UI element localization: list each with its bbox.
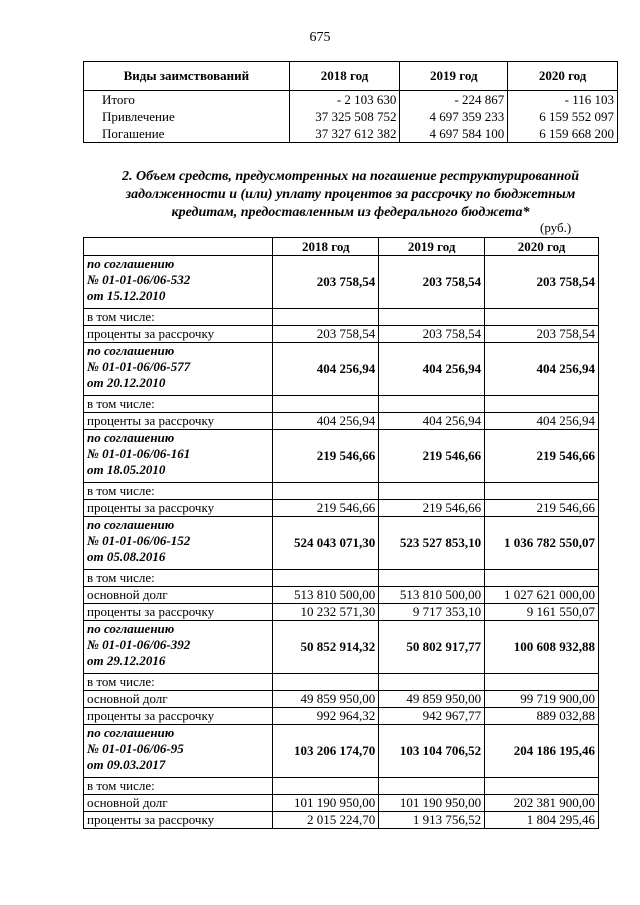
empty-cell bbox=[273, 674, 379, 691]
item-row bbox=[84, 604, 599, 621]
item-label: проценты за рассрочку bbox=[84, 604, 273, 621]
agreement-label-line: от 29.12.2016 bbox=[87, 653, 166, 668]
item-value-2018: 992 964,32 bbox=[273, 708, 379, 725]
empty-cell bbox=[273, 570, 379, 587]
item-value-2020: 219 546,66 bbox=[485, 500, 599, 517]
agreement-total-2018: 103 206 174,70 bbox=[273, 725, 379, 778]
item-value-2020: 9 161 550,07 bbox=[485, 604, 599, 621]
header-2020: 2020 год bbox=[508, 62, 618, 91]
agreement-row bbox=[84, 621, 599, 674]
item-value-2020: 1 027 621 000,00 bbox=[485, 587, 599, 604]
item-label: проценты за рассрочку bbox=[84, 812, 273, 829]
table-row bbox=[84, 125, 618, 143]
agreement-total-2020: 1 036 782 550,07 bbox=[485, 517, 599, 570]
agreement-label-line: от 05.08.2016 bbox=[87, 549, 166, 564]
value-2019: 4 697 359 233 bbox=[400, 108, 508, 125]
item-label: проценты за рассрочку bbox=[84, 708, 273, 725]
item-label: основной долг bbox=[84, 587, 273, 604]
agreement-label-line: № 01-01-06/06-152 bbox=[87, 533, 191, 548]
empty-cell bbox=[485, 483, 599, 500]
empty-cell bbox=[379, 570, 485, 587]
table-row bbox=[84, 91, 618, 109]
item-row bbox=[84, 326, 599, 343]
item-value-2020: 99 719 900,00 bbox=[485, 691, 599, 708]
row-label: Итого bbox=[84, 91, 290, 109]
including-row bbox=[84, 570, 599, 587]
agreement-total-2018: 50 852 914,32 bbox=[273, 621, 379, 674]
borrowings-header-row bbox=[84, 62, 618, 91]
agreement-label-line: № 01-01-06/06-161 bbox=[87, 446, 191, 461]
item-value-2020: 1 804 295,46 bbox=[485, 812, 599, 829]
agreement-total-2020: 219 546,66 bbox=[485, 430, 599, 483]
empty-cell bbox=[379, 309, 485, 326]
section-title-line: задолженности и (или) уплату процентов за рассрочку по бюджетным bbox=[125, 187, 576, 202]
agreement-row bbox=[84, 517, 599, 570]
agreement-label-line: по соглашению bbox=[87, 621, 175, 636]
agreement-row bbox=[84, 343, 599, 396]
item-row bbox=[84, 691, 599, 708]
item-value-2020: 202 381 900,00 bbox=[485, 795, 599, 812]
agreement-label-line: от 18.05.2010 bbox=[87, 462, 166, 477]
agreement-total-2018: 219 546,66 bbox=[273, 430, 379, 483]
item-value-2018: 101 190 950,00 bbox=[273, 795, 379, 812]
agreement-label bbox=[84, 256, 273, 309]
item-value-2018: 49 859 950,00 bbox=[273, 691, 379, 708]
header-2018: 2018 год bbox=[289, 62, 400, 91]
empty-cell bbox=[485, 396, 599, 413]
item-label: проценты за рассрочку bbox=[84, 500, 273, 517]
agreement-label-line: № 01-01-06/06-392 bbox=[87, 637, 191, 652]
including-row bbox=[84, 778, 599, 795]
repayment-table bbox=[83, 237, 599, 829]
empty-cell bbox=[273, 309, 379, 326]
agreement-total-2019: 50 802 917,77 bbox=[379, 621, 485, 674]
agreement-label bbox=[84, 725, 273, 778]
section-title-line: кредитам, предоставленным из федерального бюджета* bbox=[171, 205, 530, 220]
item-value-2019: 219 546,66 bbox=[379, 500, 485, 517]
agreement-row bbox=[84, 256, 599, 309]
agreement-total-2018: 404 256,94 bbox=[273, 343, 379, 396]
empty-cell bbox=[485, 309, 599, 326]
empty-cell bbox=[273, 396, 379, 413]
section-title bbox=[83, 168, 618, 222]
item-value-2019: 1 913 756,52 bbox=[379, 812, 485, 829]
item-label: основной долг bbox=[84, 691, 273, 708]
page-number: 675 bbox=[309, 30, 331, 45]
item-value-2018: 219 546,66 bbox=[273, 500, 379, 517]
including-row bbox=[84, 309, 599, 326]
agreement-total-2020: 404 256,94 bbox=[485, 343, 599, 396]
agreement-total-2019: 523 527 853,10 bbox=[379, 517, 485, 570]
agreement-label bbox=[84, 430, 273, 483]
item-value-2018: 513 810 500,00 bbox=[273, 587, 379, 604]
item-label: проценты за рассрочку bbox=[84, 413, 273, 430]
item-row bbox=[84, 708, 599, 725]
empty-cell bbox=[379, 396, 485, 413]
row-label: Привлечение bbox=[84, 108, 290, 125]
value-2019: - 224 867 bbox=[400, 91, 508, 109]
item-value-2019: 49 859 950,00 bbox=[379, 691, 485, 708]
item-value-2020: 889 032,88 bbox=[485, 708, 599, 725]
header-2018: 2018 год bbox=[273, 238, 379, 256]
agreement-label-line: по соглашению bbox=[87, 343, 175, 358]
item-value-2019: 942 967,77 bbox=[379, 708, 485, 725]
empty-cell bbox=[485, 570, 599, 587]
empty-cell bbox=[379, 778, 485, 795]
agreement-total-2019: 103 104 706,52 bbox=[379, 725, 485, 778]
including-label: в том числе: bbox=[84, 778, 273, 795]
item-row bbox=[84, 413, 599, 430]
item-row bbox=[84, 500, 599, 517]
including-row bbox=[84, 483, 599, 500]
value-2019: 4 697 584 100 bbox=[400, 125, 508, 143]
value-2020: - 116 103 bbox=[508, 91, 618, 109]
including-label: в том числе: bbox=[84, 396, 273, 413]
agreement-label-line: по соглашению bbox=[87, 430, 175, 445]
item-row bbox=[84, 812, 599, 829]
value-2018: - 2 103 630 bbox=[289, 91, 400, 109]
repayment-header-row bbox=[84, 238, 599, 256]
item-value-2019: 404 256,94 bbox=[379, 413, 485, 430]
agreement-row bbox=[84, 430, 599, 483]
agreement-label bbox=[84, 621, 273, 674]
agreement-label bbox=[84, 343, 273, 396]
empty-cell bbox=[379, 674, 485, 691]
borrowings-table bbox=[83, 61, 618, 143]
agreement-label-line: по соглашению bbox=[87, 725, 175, 740]
item-row bbox=[84, 795, 599, 812]
agreement-label-line: от 20.12.2010 bbox=[87, 375, 166, 390]
empty-cell bbox=[485, 778, 599, 795]
agreement-total-2020: 203 758,54 bbox=[485, 256, 599, 309]
item-row bbox=[84, 587, 599, 604]
agreement-row bbox=[84, 725, 599, 778]
agreement-total-2020: 100 608 932,88 bbox=[485, 621, 599, 674]
including-label: в том числе: bbox=[84, 570, 273, 587]
header-2020: 2020 год bbox=[485, 238, 599, 256]
header-blank bbox=[84, 238, 273, 256]
including-label: в том числе: bbox=[84, 674, 273, 691]
agreement-label-line: от 15.12.2010 bbox=[87, 288, 166, 303]
empty-cell bbox=[273, 778, 379, 795]
agreement-label bbox=[84, 517, 273, 570]
item-value-2018: 2 015 224,70 bbox=[273, 812, 379, 829]
item-label: проценты за рассрочку bbox=[84, 326, 273, 343]
item-label: основной долг bbox=[84, 795, 273, 812]
item-value-2019: 513 810 500,00 bbox=[379, 587, 485, 604]
including-row bbox=[84, 674, 599, 691]
agreement-total-2019: 404 256,94 bbox=[379, 343, 485, 396]
value-2020: 6 159 552 097 bbox=[508, 108, 618, 125]
value-2018: 37 325 508 752 bbox=[289, 108, 400, 125]
including-label: в том числе: bbox=[84, 483, 273, 500]
empty-cell bbox=[273, 483, 379, 500]
item-value-2019: 203 758,54 bbox=[379, 326, 485, 343]
value-2020: 6 159 668 200 bbox=[508, 125, 618, 143]
agreement-label-line: № 01-01-06/06-577 bbox=[87, 359, 191, 374]
agreement-total-2018: 203 758,54 bbox=[273, 256, 379, 309]
item-value-2020: 203 758,54 bbox=[485, 326, 599, 343]
item-value-2018: 203 758,54 bbox=[273, 326, 379, 343]
row-label: Погашение bbox=[84, 125, 290, 143]
agreement-total-2018: 524 043 071,30 bbox=[273, 517, 379, 570]
including-row bbox=[84, 396, 599, 413]
value-2018: 37 327 612 382 bbox=[289, 125, 400, 143]
agreement-total-2020: 204 186 195,46 bbox=[485, 725, 599, 778]
item-value-2020: 404 256,94 bbox=[485, 413, 599, 430]
agreement-label-line: № 01-01-06/06-532 bbox=[87, 272, 191, 287]
agreement-label-line: № 01-01-06/06-95 bbox=[87, 741, 184, 756]
unit-label: (руб.) bbox=[540, 220, 572, 235]
header-2019: 2019 год bbox=[400, 62, 508, 91]
header-2019: 2019 год bbox=[379, 238, 485, 256]
empty-cell bbox=[485, 674, 599, 691]
item-value-2019: 9 717 353,10 bbox=[379, 604, 485, 621]
header-borrowing-types: Виды заимствований bbox=[84, 62, 290, 91]
including-label: в том числе: bbox=[84, 309, 273, 326]
agreement-total-2019: 219 546,66 bbox=[379, 430, 485, 483]
agreement-label-line: по соглашению bbox=[87, 256, 175, 271]
agreement-label-line: от 09.03.2017 bbox=[87, 757, 166, 772]
section-title-line: 2. Объем средств, предусмотренных на погашение реструктурированной bbox=[121, 169, 580, 184]
empty-cell bbox=[379, 483, 485, 500]
agreement-label-line: по соглашению bbox=[87, 517, 175, 532]
item-value-2019: 101 190 950,00 bbox=[379, 795, 485, 812]
item-value-2018: 404 256,94 bbox=[273, 413, 379, 430]
agreement-total-2019: 203 758,54 bbox=[379, 256, 485, 309]
item-value-2018: 10 232 571,30 bbox=[273, 604, 379, 621]
table-row bbox=[84, 108, 618, 125]
